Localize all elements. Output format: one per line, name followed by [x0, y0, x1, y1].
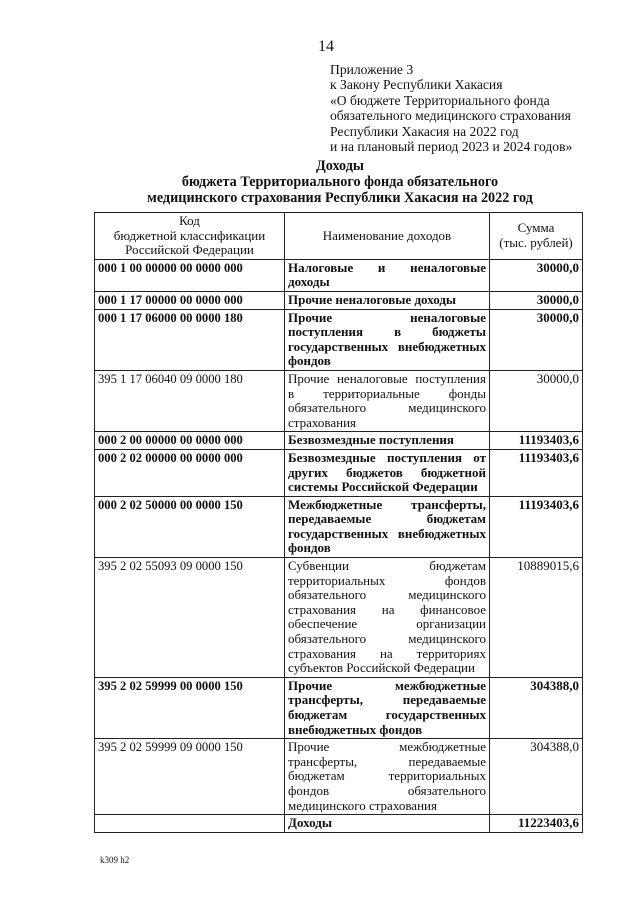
header-amount	[490, 213, 583, 260]
appendix-line: Республики Хакасия на 2022 год	[330, 123, 519, 139]
table-header-row	[95, 213, 583, 260]
row-name: Прочие неналоговые поступления в бюджеты государственных внебюджетных фондов	[285, 309, 490, 370]
row-code: 000 1 00 00000 00 0000 000	[95, 259, 285, 291]
header-code	[95, 213, 285, 260]
row-code: 395 1 17 06040 09 0000 180	[95, 370, 285, 431]
title-line: Доходы	[316, 158, 364, 174]
header-code-line: Код	[179, 213, 200, 228]
appendix-line: Приложение 3	[330, 62, 414, 77]
row-code: 395 2 02 59999 09 0000 150	[95, 739, 285, 815]
table-row	[95, 449, 583, 496]
row-name: Налоговые и неналоговые доходы	[285, 259, 490, 291]
row-name: Прочие межбюджетные трансферты, передаваемые бюджетам государственных внебюджетных фондов	[285, 677, 490, 738]
row-amount: 10889015,6	[490, 558, 583, 678]
row-name: Прочие неналоговые доходы	[285, 291, 490, 309]
row-code: 000 2 02 50000 00 0000 150	[95, 496, 285, 557]
header-amount-line: (тыс. рублей)	[499, 234, 573, 250]
row-name: Межбюджетные трансферты, передаваемые бюджетам государственных внебюджетных фондов	[285, 496, 490, 557]
table-row	[95, 259, 583, 291]
row-amount: 304388,0	[490, 739, 583, 815]
row-code: 000 1 17 00000 00 0000 000	[95, 291, 285, 309]
appendix-line: «О бюджете Территориального фонда	[330, 92, 550, 108]
table-total-row	[95, 815, 583, 833]
header-code-line: Российской Федерации	[125, 242, 254, 258]
row-amount: 30000,0	[490, 309, 583, 370]
row-amount: 30000,0	[490, 291, 583, 309]
row-amount: 11193403,6	[490, 449, 583, 496]
total-amount: 11223403,6	[490, 815, 583, 833]
row-code: 395 2 02 55093 09 0000 150	[95, 558, 285, 678]
table-body	[95, 259, 583, 814]
row-name: Прочие межбюджетные трансферты, передаваемые бюджетам территориальных фондов обязательного медицинского страхования	[285, 739, 490, 815]
total-label: Доходы	[285, 815, 490, 833]
table-row	[95, 739, 583, 815]
table-row	[95, 370, 583, 431]
table-row	[95, 309, 583, 370]
row-code: 395 2 02 59999 00 0000 150	[95, 677, 285, 738]
row-name: Субвенции бюджетам территориальных фондов обязательного медицинского страхования на финансовое обеспечение организации обязательного медицинского страхования на территориях субъектов Российской Федерации	[285, 558, 490, 678]
title-line: медицинского страхования Республики Хакасия на 2022 год	[147, 190, 533, 206]
table-row	[95, 291, 583, 309]
row-amount: 304388,0	[490, 677, 583, 738]
header-name: Наименование доходов	[285, 213, 490, 260]
appendix-heading	[330, 62, 630, 154]
appendix-line: обязательного медицинского страхования	[330, 108, 571, 124]
footer-code: k309 h2	[100, 855, 130, 865]
table-row	[95, 558, 583, 678]
row-amount: 11193403,6	[490, 496, 583, 557]
row-code: 000 1 17 06000 00 0000 180	[95, 309, 285, 370]
total-code-cell	[95, 815, 285, 833]
table-row	[95, 496, 583, 557]
table-row	[95, 677, 583, 738]
title-line: бюджета Территориального фонда обязательного	[181, 174, 499, 190]
row-amount: 30000,0	[490, 259, 583, 291]
header-amount-line: Сумма	[517, 220, 555, 236]
row-code: 000 2 02 00000 00 0000 000	[95, 449, 285, 496]
appendix-line: и на плановый период 2023 и 2024 годов»	[330, 139, 573, 155]
row-amount: 30000,0	[490, 370, 583, 431]
table-row	[95, 432, 583, 450]
page-number: 14	[318, 38, 334, 55]
row-code: 000 2 00 00000 00 0000 000	[95, 432, 285, 450]
header-code-line: бюджетной классификации	[113, 227, 266, 243]
document-title	[100, 158, 580, 206]
row-name: Безвозмездные поступления от других бюджетов бюджетной системы Российской Федерации	[285, 449, 490, 496]
appendix-line: к Закону Республики Хакасия	[330, 77, 503, 93]
row-name: Прочие неналоговые поступления в территориальные фонды обязательного медицинского страхования	[285, 370, 490, 431]
row-name: Безвозмездные поступления	[285, 432, 490, 450]
row-amount: 11193403,6	[490, 432, 583, 450]
revenue-table	[94, 212, 583, 833]
